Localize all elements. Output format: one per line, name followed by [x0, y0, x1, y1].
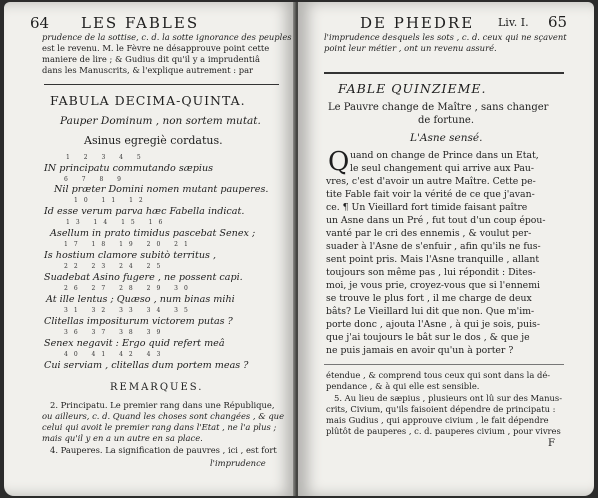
- verse-numbers: 36 37 38 39: [64, 329, 167, 336]
- left-subtitle: Asinus egregiè cordatus.: [84, 134, 223, 147]
- right-title-rule: [324, 72, 564, 74]
- right-subtitle: L'Asne sensé.: [410, 132, 483, 144]
- left-note-line: prudence de la sottise, c. d. la sotte ignorance des peuples: [42, 32, 292, 42]
- verse-numbers: 26 27 28 29 30: [64, 285, 194, 292]
- verse-numbers: 40 41 42 43: [64, 351, 167, 358]
- verse-numbers: 31 32 33 34 35: [64, 307, 194, 314]
- right-note-line: mais Gudius , qui approuve civium , le fait dépendre: [326, 415, 549, 425]
- left-subtitle: Pauper Dominum , non sortem mutat.: [60, 115, 261, 127]
- body-line: sent point pris. Mais l'Asne tranquille , allant: [326, 254, 540, 265]
- left-title-rule: [44, 84, 279, 85]
- open-book: [4, 2, 594, 496]
- verse-line: Clitellas impositurum victorem putas ?: [44, 316, 233, 327]
- body-line: ce. ¶ Un Vieillard fort timide faisant paître: [326, 202, 528, 213]
- verse-line: Nil præter Domini nomen mutant pauperes.: [54, 184, 269, 195]
- right-note-line: point leur métier , ont un revenu assuré.: [324, 43, 497, 53]
- remarque-line: mais qu'il y en a un autre en sa place.: [42, 433, 203, 443]
- verse-numbers: 22 23 24 25: [64, 263, 167, 270]
- right-running-head: DE PHEDRE: [360, 14, 475, 32]
- right-page: [298, 2, 594, 496]
- left-note-line: maniere de lire ; & Gudius dit qu'il y a imprudentiâ: [42, 54, 260, 64]
- verse-line: Cui serviam , clitellas dum portem meas ?: [44, 360, 249, 371]
- verse-line: Suadebat Asino fugere , ne possent capi.: [44, 272, 243, 283]
- body-line: se trouve le plus fort , il me charge de deux: [326, 293, 532, 304]
- body-line: suader à l'Asne de s'enfuir , afin qu'ils ne fus-: [326, 241, 541, 252]
- drop-cap: Q: [328, 147, 350, 177]
- right-subtitle: Le Pauvre change de Maître , sans changer: [328, 102, 549, 113]
- left-page-number: 64: [30, 14, 50, 32]
- catchword: l'imprudence: [210, 458, 266, 468]
- verse-line: Is hostium clamore subitò territus ,: [44, 250, 217, 261]
- body-line: le seul changement qui arrive aux Pau-: [350, 163, 535, 174]
- verse-numbers: 6 7 8 9: [64, 176, 127, 183]
- verse-line: Id esse verum parva hæc Fabella indicat.: [44, 206, 245, 217]
- right-note-line: 5. Au lieu de sæpius , plusieurs ont lû sur des Manus-: [334, 393, 563, 403]
- body-line: que j'ai toujours le bât sur le dos , & que je: [326, 332, 530, 343]
- remarque-line: 4. Pauperes. La signification de pauvres , ici , est fort: [50, 445, 277, 455]
- book-label: Liv. I.: [498, 16, 529, 29]
- left-page: [4, 2, 296, 496]
- body-line: porte donc , ajouta l'Asne , à qui je sois, puis-: [326, 319, 540, 330]
- verse-numbers: 1 2 3 4 5: [66, 154, 147, 161]
- body-line: un Asne dans un Pré , fut tout d'un coup épou-: [326, 215, 546, 226]
- right-note-line: crits, Civium, qu'ils faisoient dépendre de principatu :: [326, 404, 556, 414]
- body-line: uand on change de Prince dans un Etat,: [350, 150, 539, 161]
- verse-line: At ille lentus ; Quæso , num binas mihi: [46, 294, 235, 305]
- right-note-line: étendue , & comprend tous ceux qui sont dans la dé-: [326, 370, 551, 380]
- notes-rule: [324, 364, 564, 365]
- left-note-line: dans les Manuscrits, & l'explique autrement : par: [42, 65, 254, 75]
- left-note-line: est le revenu. M. le Fèvre ne désapprouve point cette: [42, 43, 270, 53]
- body-line: vanté par le cri des ennemis , & voulut per-: [326, 228, 532, 239]
- body-line: vres, c'est d'avoir un autre Maître. Cette pe-: [326, 176, 536, 187]
- remarque-line: celui qui avoit le premier rang dans l'Etat , ne l'a plus ;: [42, 422, 277, 432]
- body-line: tite Fable fait voir la vérité de ce que j'avan-: [326, 189, 535, 200]
- right-subtitle: de fortune.: [418, 115, 474, 126]
- body-line: toujours son même pas , lui répondit : Dites-: [326, 267, 536, 278]
- body-line: ne puis jamais en avoir qu'un à porter ?: [326, 345, 514, 356]
- verse-numbers: 10 11 12: [74, 197, 149, 204]
- remarque-line: ou ailleurs, c. d. Quand les choses sont changées , & que: [42, 411, 285, 421]
- remarques-title: REMARQUES.: [110, 382, 204, 393]
- remarque-line: 2. Principatu. Le premier rang dans une République,: [50, 400, 275, 410]
- verse-line: Senex negavit : Ergo quid refert meâ: [44, 338, 225, 349]
- left-fable-title: FABULA DECIMA-QUINTA.: [50, 93, 246, 108]
- verse-numbers: 13 14 15 16: [66, 219, 169, 226]
- right-note-line: plûtôt de pauperes , c. d. pauperes civium , pour vivres: [326, 426, 561, 436]
- signature-mark: F: [548, 438, 555, 449]
- verse-line: IN principatu commutando sæpius: [44, 163, 214, 174]
- right-note-line: pendance , & à qui elle est sensible.: [326, 381, 480, 391]
- right-note-line: l'imprudence desquels les sots , c. d. ceux qui ne sçavent: [324, 32, 567, 42]
- right-page-number: 65: [548, 13, 568, 31]
- body-line: bâts? Le Vieillard lui dit que non. Que m'im-: [326, 306, 535, 317]
- verse-numbers: 17 18 19 20 21: [64, 241, 194, 248]
- left-running-head: LES FABLES: [81, 14, 200, 32]
- verse-line: Asellum in prato timidus pascebat Senex ;: [50, 228, 256, 239]
- body-line: moi, je vous prie, croyez-vous que si l'ennemi: [326, 280, 540, 291]
- right-fable-title: FABLE QUINZIEME.: [338, 81, 487, 96]
